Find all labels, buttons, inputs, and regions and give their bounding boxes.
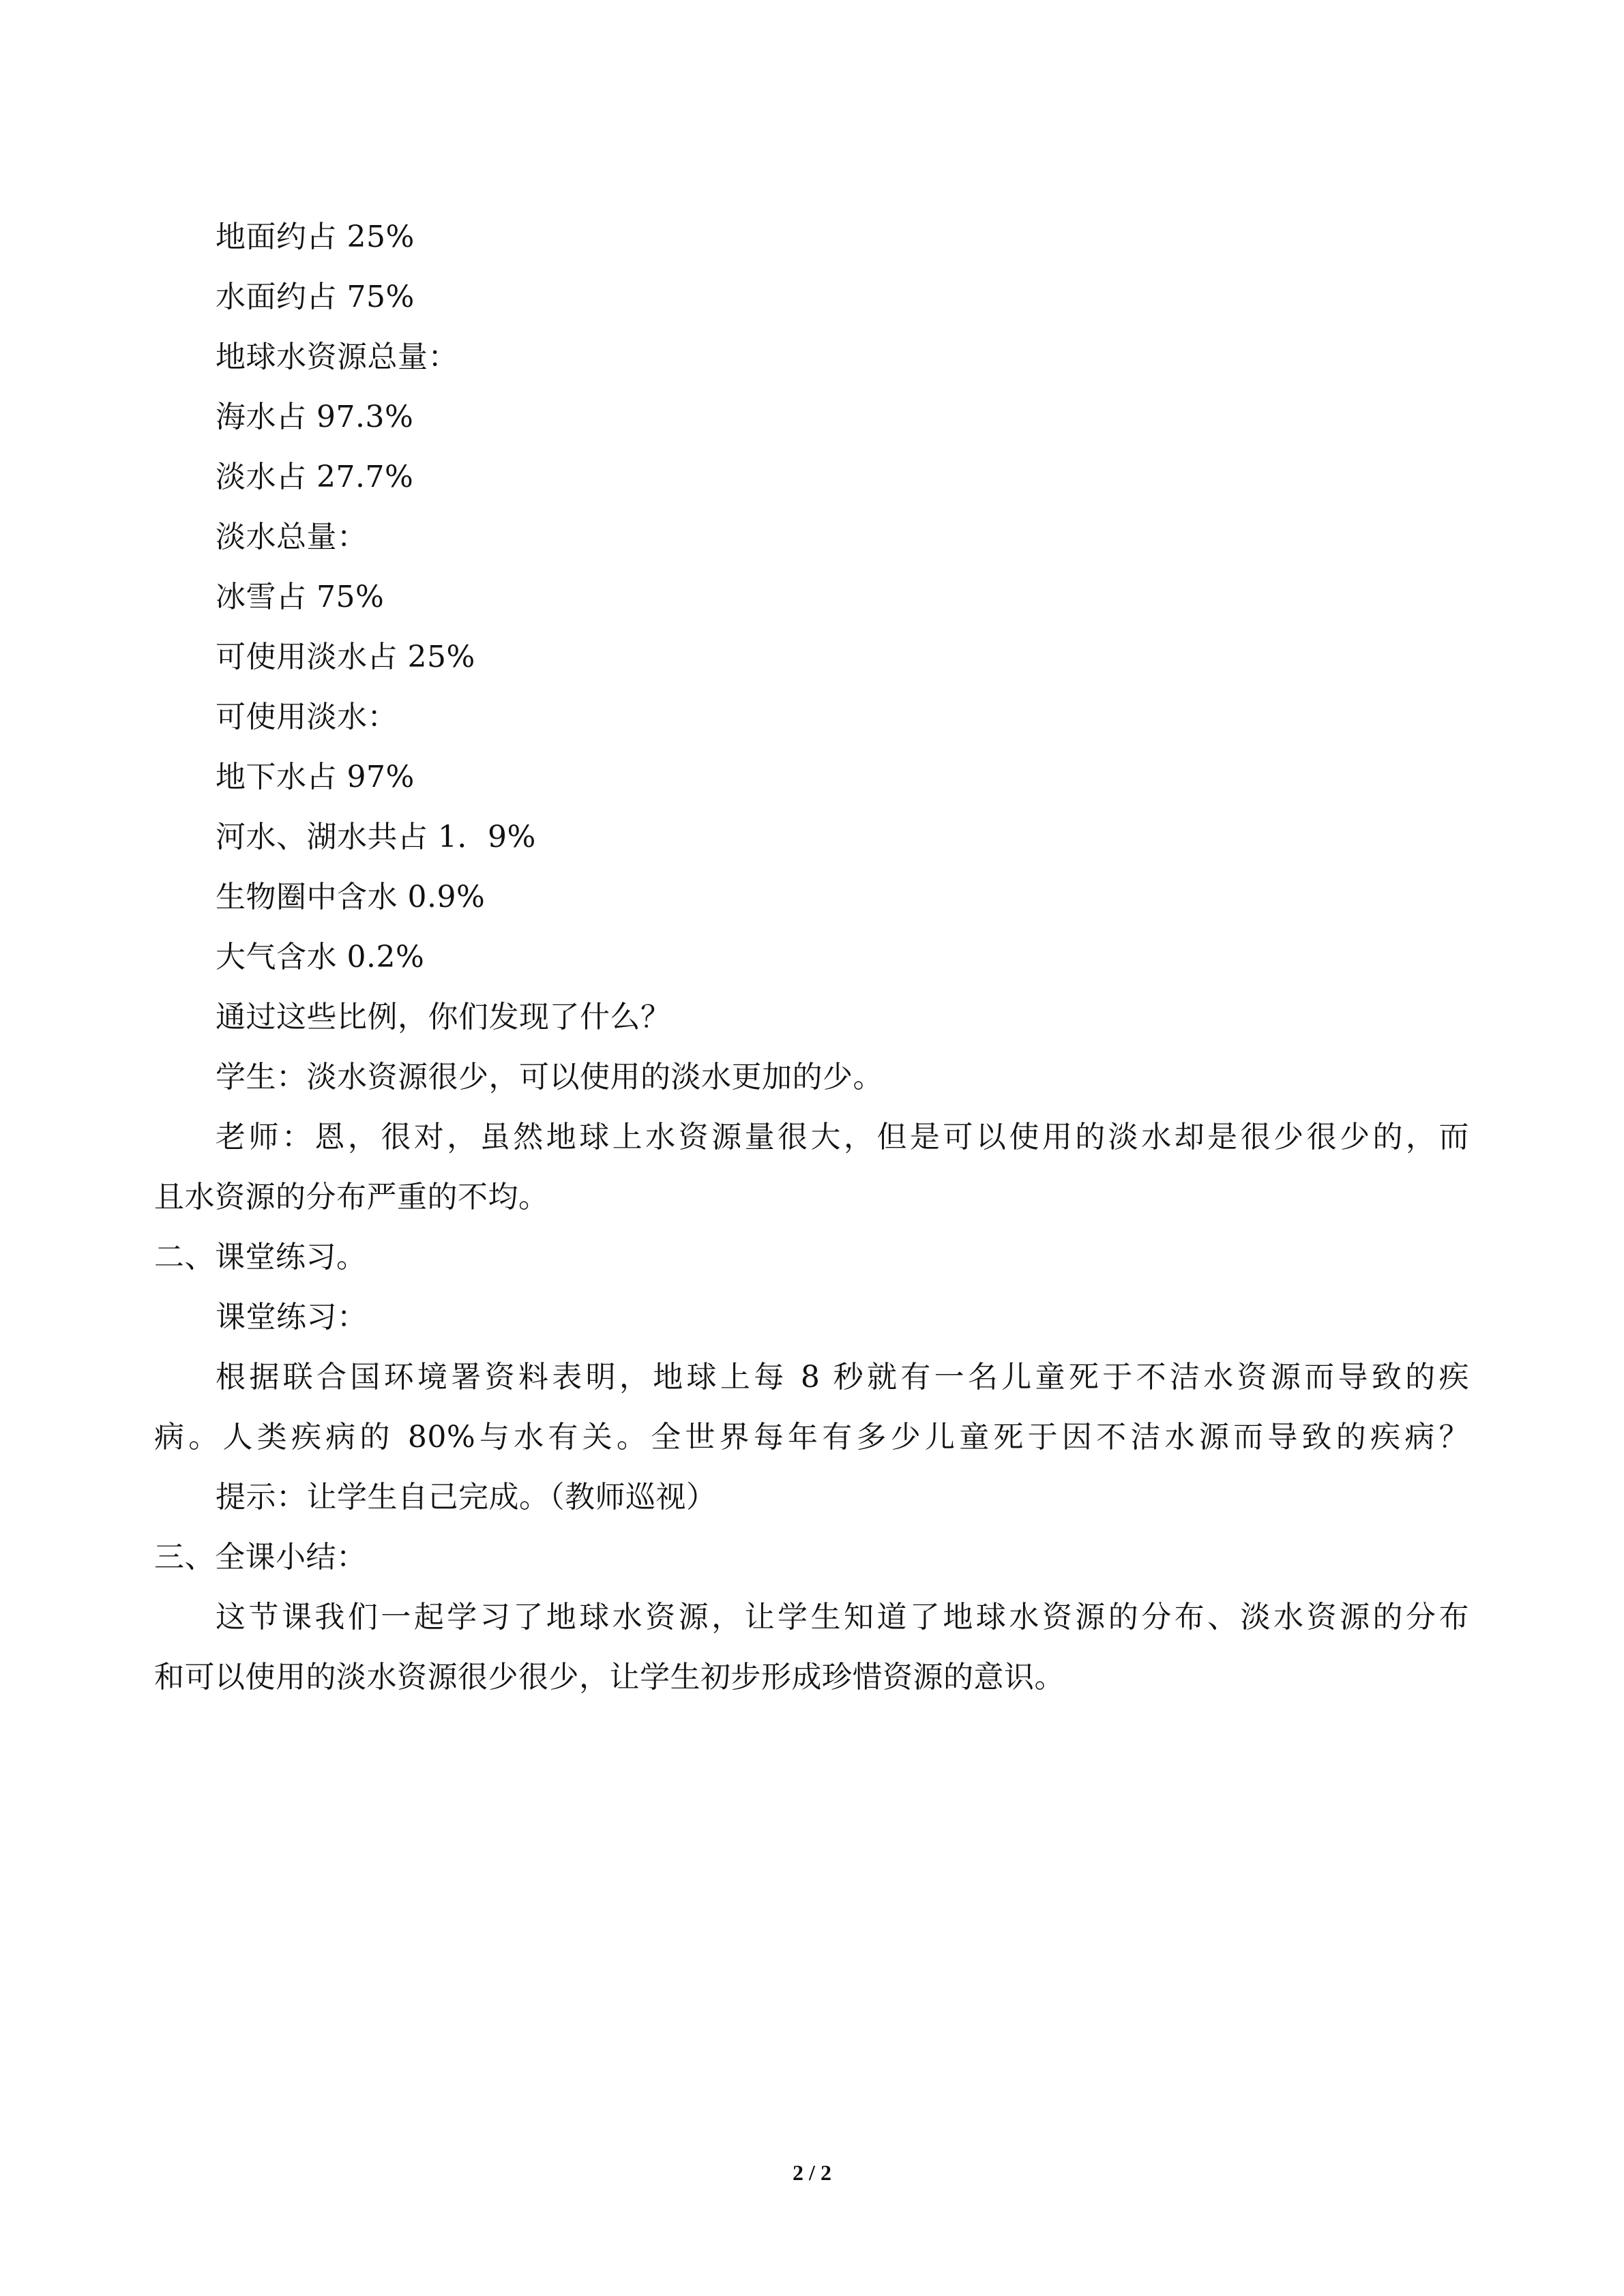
text-line: 通过这些比例，你们发现了什么？ — [216, 1000, 671, 1034]
section-heading: 二、课堂练习。 — [154, 1240, 367, 1274]
text-line: 课堂练习： — [216, 1300, 368, 1335]
text-line: 淡水总量： — [216, 520, 368, 554]
text-line: 地下水占 97% — [216, 760, 415, 794]
text-line: 这节课我们一起学习了地球水资源，让学生知道了地球水资源的分布、淡水资源的分布 — [216, 1600, 1469, 1635]
text-line: 根据联合国环境署资料表明，地球上每 8 秒就有一名儿童死于不洁水资源而导致的疾 — [216, 1360, 1469, 1395]
text-line: 冰雪占 75% — [216, 580, 385, 614]
text-line: 提示：让学生自己完成。（教师巡视） — [216, 1480, 717, 1515]
text-line: 可使用淡水占 25% — [216, 640, 475, 674]
text-line: 和可以使用的淡水资源很少很少，让学生初步形成珍惜资源的意识。 — [154, 1660, 1065, 1695]
text-line: 生物圈中含水 0.9% — [216, 880, 486, 914]
text-line: 学生：淡水资源很少，可以使用的淡水更加的少。 — [216, 1060, 883, 1094]
text-line: 老师：恩，很对，虽然地球上水资源量很大，但是可以使用的淡水却是很少很少的，而 — [216, 1120, 1469, 1154]
text-line: 地面约占 25% — [216, 220, 415, 254]
text-line: 病。人类疾病的 80%与水有关。全世界每年有多少儿童死于因不洁水源而导致的疾病？ — [154, 1420, 1469, 1455]
text-line: 水面约占 75% — [216, 280, 415, 314]
text-line: 河水、湖水共占 1．9% — [216, 820, 536, 854]
text-line: 地球水资源总量： — [216, 340, 458, 374]
text-line: 且水资源的分布严重的不均。 — [154, 1180, 549, 1214]
page-number: 2 / 2 — [793, 2160, 831, 2185]
text-line: 海水占 97.3% — [216, 400, 414, 434]
section-heading: 三、全课小结： — [154, 1540, 367, 1575]
text-line: 淡水占 27.7% — [216, 460, 414, 494]
text-line: 可使用淡水： — [216, 700, 398, 734]
text-line: 大气含水 0.2% — [216, 940, 425, 974]
